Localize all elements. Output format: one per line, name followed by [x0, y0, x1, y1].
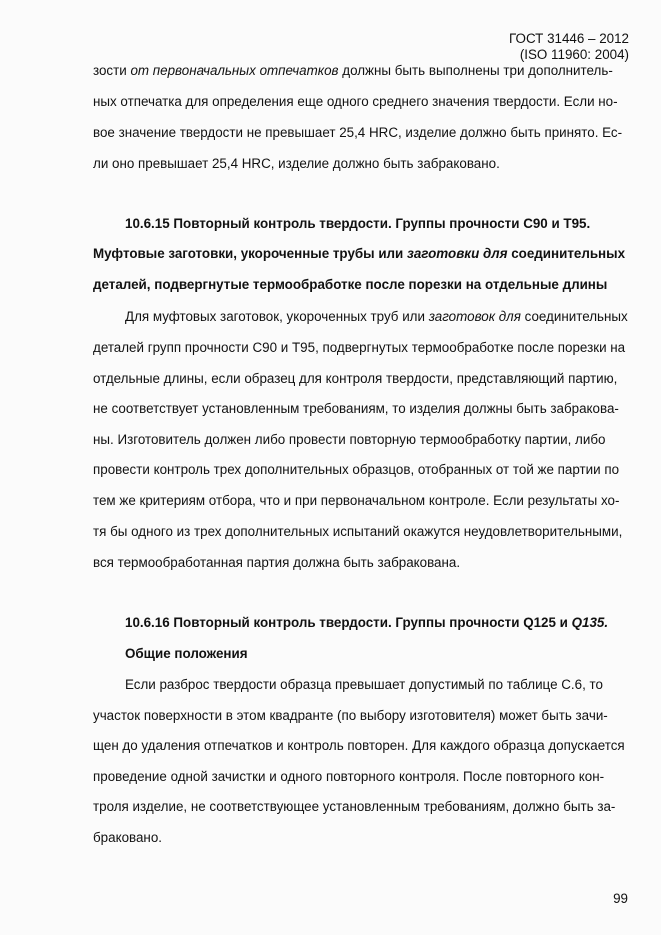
text-line: деталей групп прочности C90 и T95, подвергнутых термообработке после порезки на — [93, 340, 626, 355]
text-line: Если разброс твердости образца превышает допустимый по таблице С.6, то — [125, 677, 603, 692]
page-header — [509, 31, 629, 63]
text-line: троля изделие, не соответствующее установленным требованиям, должно быть за- — [93, 799, 616, 814]
text-line: участок поверхности в этом квадранте (по выбору изготовителя) может быть зачи- — [93, 708, 608, 723]
iso-reference: (ISO 11960: 2004) — [519, 47, 629, 62]
text-line: зости от первоначальных отпечатков должны быть выполнены три дополнитель- — [93, 63, 613, 78]
text-line: тем же критериям отбора, что и при первоначальном контроле. Если результаты хо- — [93, 493, 620, 508]
section-heading-10-6-16: 10.6.16 Повторный контроль твердости. Группы прочности Q125 и Q135. — [125, 615, 609, 630]
text-line: браковано. — [93, 830, 162, 845]
section-subheading: Общие положения — [125, 646, 248, 661]
page-number: 99 — [613, 891, 628, 906]
section-heading-10-6-15: 10.6.15 Повторный контроль твердости. Группы прочности C90 и T95. — [125, 216, 591, 231]
text-line: не соответствует установленным требованиям, то изделия должны быть забракова- — [93, 401, 619, 416]
text-line: вое значение твердости не превышает 25,4 HRC, изделие должно быть принято. Ес- — [93, 125, 623, 140]
text-line: ны. Изготовитель должен либо провести повторную термообработку партии, либо — [93, 432, 606, 447]
section-subheading: деталей, подвергнутые термообработке после порезки на отдельные длины — [93, 277, 608, 292]
text-line: ных отпечатка для определения еще одного среднего значения твердости. Если но- — [93, 94, 618, 109]
text-line: ли оно превышает 25,4 HRC, изделие должно быть забраковано. — [93, 156, 500, 171]
text-line: щен до удаления отпечатков и контроль повторен. Для каждого образца допускается — [93, 738, 625, 753]
text-line: тя бы одного из трех дополнительных испытаний окажутся неудовлетворительными, — [93, 524, 623, 539]
section-subheading: Муфтовые заготовки, укороченные трубы или заготовки для соединительных — [93, 246, 626, 261]
text-line: Для муфтовых заготовок, укороченных труб или заготовок для соединительных — [125, 309, 628, 324]
text-line: проведение одной зачистки и одного повторного контроля. После повторного кон- — [93, 769, 605, 784]
standard-number: ГОСТ 31446 – 2012 — [509, 31, 629, 46]
text-line: провести контроль трех дополнительных образцов, отобранных от той же партии по — [93, 462, 620, 477]
text-line: отдельные длины, если образец для контроля твердости, представляющий партию, — [93, 371, 618, 386]
text-line: вся термообработанная партия должна быть забракована. — [93, 555, 461, 570]
